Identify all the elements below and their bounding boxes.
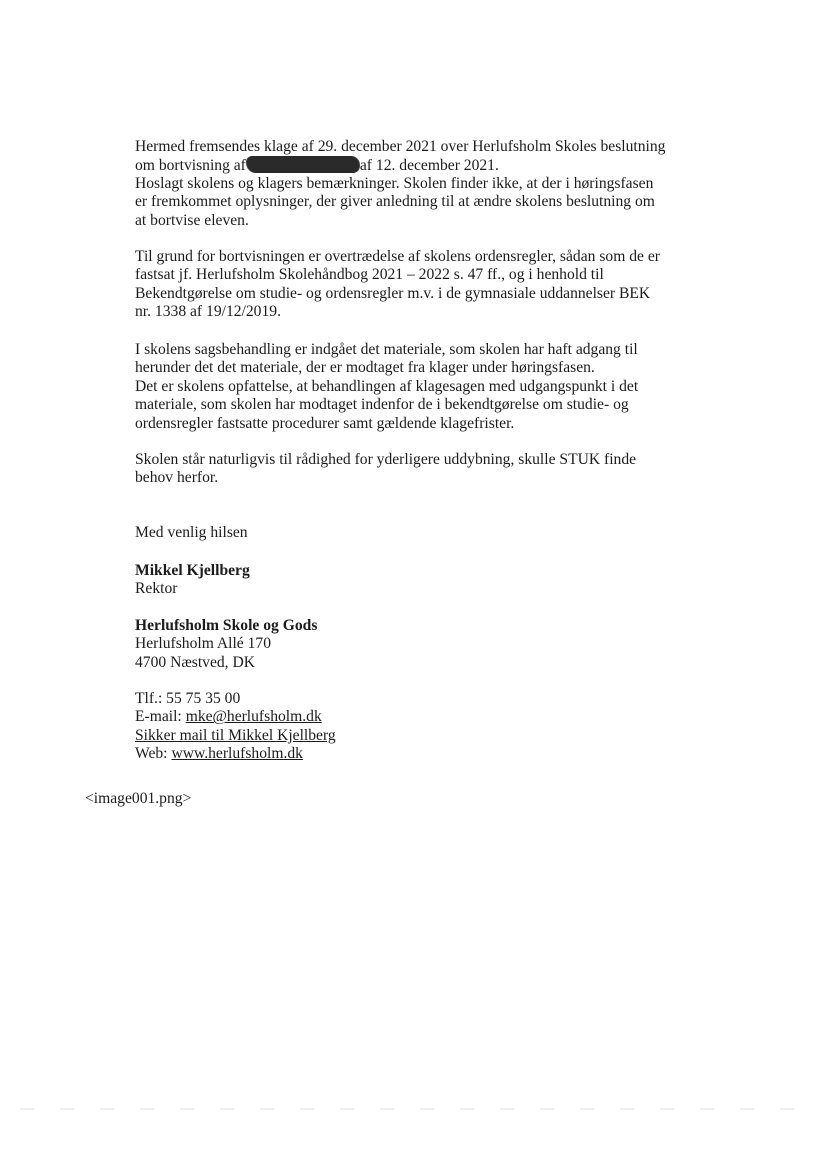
text-line: Det er skolens opfattelse, at behandlingen af klagesagen med udgangspunkt i det [135, 377, 639, 395]
signature-contact [135, 690, 695, 764]
paragraph-1 [135, 138, 695, 230]
text-line: herunder det det materiale, der er modtaget fra klager under høringsfasen. [135, 359, 595, 377]
email-link[interactable]: mke@herlufsholm.dk [185, 708, 322, 726]
text-line: Til grund for bortvisningen er overtrædelse af skolens ordensregler, sådan som de er [135, 248, 660, 265]
text-segment: af 12. december 2021. [359, 157, 499, 175]
signature-person [135, 562, 695, 599]
web-label: Web: [135, 745, 168, 763]
text-line: behov herfor. [135, 469, 219, 487]
scan-artifact [20, 1108, 800, 1110]
text-line: ordensregler fastsatte procedurer samt gældende klagefrister. [135, 414, 515, 432]
organization-name: Herlufsholm Skole og Gods [135, 617, 318, 634]
text-line: Bekendtgørelse om studie- og ordensregler m.v. i de gymnasiale uddannelser BEK [135, 284, 651, 302]
text-line: er fremkommet oplysninger, der giver anledning til at ændre skolens beslutning om [135, 193, 655, 211]
text-line: materiale, som skolen har modtaget indenfor de i bekendtgørelse om studie- og [135, 396, 629, 414]
text-line [135, 156, 695, 174]
secure-mail-link[interactable]: Sikker mail til Mikkel Kjellberg [135, 726, 336, 744]
redaction-mark [247, 156, 359, 173]
attachment-placeholder: <image001.png> [85, 790, 192, 807]
text-line: Hermed fremsendes klage af 29. december 2021 over Herlufsholm Skoles beslutning [135, 138, 666, 155]
paragraph-3 [135, 341, 695, 433]
email-label: E-mail: [135, 708, 182, 726]
paragraph-2 [135, 248, 695, 322]
closing-text: Med venlig hilsen [135, 524, 248, 541]
web-line [135, 745, 695, 763]
text-line: fastsat jf. Herlufsholm Skolehåndbog 2021 – 2022 s. 47 ff., og i henhold til [135, 266, 604, 284]
phone-number: Tlf.: 55 75 35 00 [135, 690, 241, 707]
street-address: Herlufsholm Allé 170 [135, 635, 271, 653]
city-address: 4700 Næstved, DK [135, 653, 255, 671]
paragraph-4 [135, 451, 695, 488]
signatory-name: Mikkel Kjellberg [135, 562, 250, 579]
signatory-title: Rektor [135, 580, 178, 598]
text-line: at bortvise eleven. [135, 211, 249, 229]
web-link[interactable]: www.herlufsholm.dk [171, 745, 303, 763]
text-line: nr. 1338 af 19/12/2019. [135, 303, 281, 321]
email-line [135, 708, 695, 726]
text-segment: om bortvisning af [135, 157, 246, 175]
text-line: Hoslagt skolens og klagers bemærkninger. Skolen finder ikke, at der i høringsfasen [135, 174, 654, 192]
text-line: I skolens sagsbehandling er indgået det materiale, som skolen har haft adgang til [135, 341, 638, 358]
text-line: Skolen står naturligvis til rådighed for yderligere uddybning, skulle STUK finde [135, 451, 637, 468]
closing [135, 524, 695, 542]
secure-mail-line [135, 727, 695, 745]
signature-address [135, 617, 695, 672]
